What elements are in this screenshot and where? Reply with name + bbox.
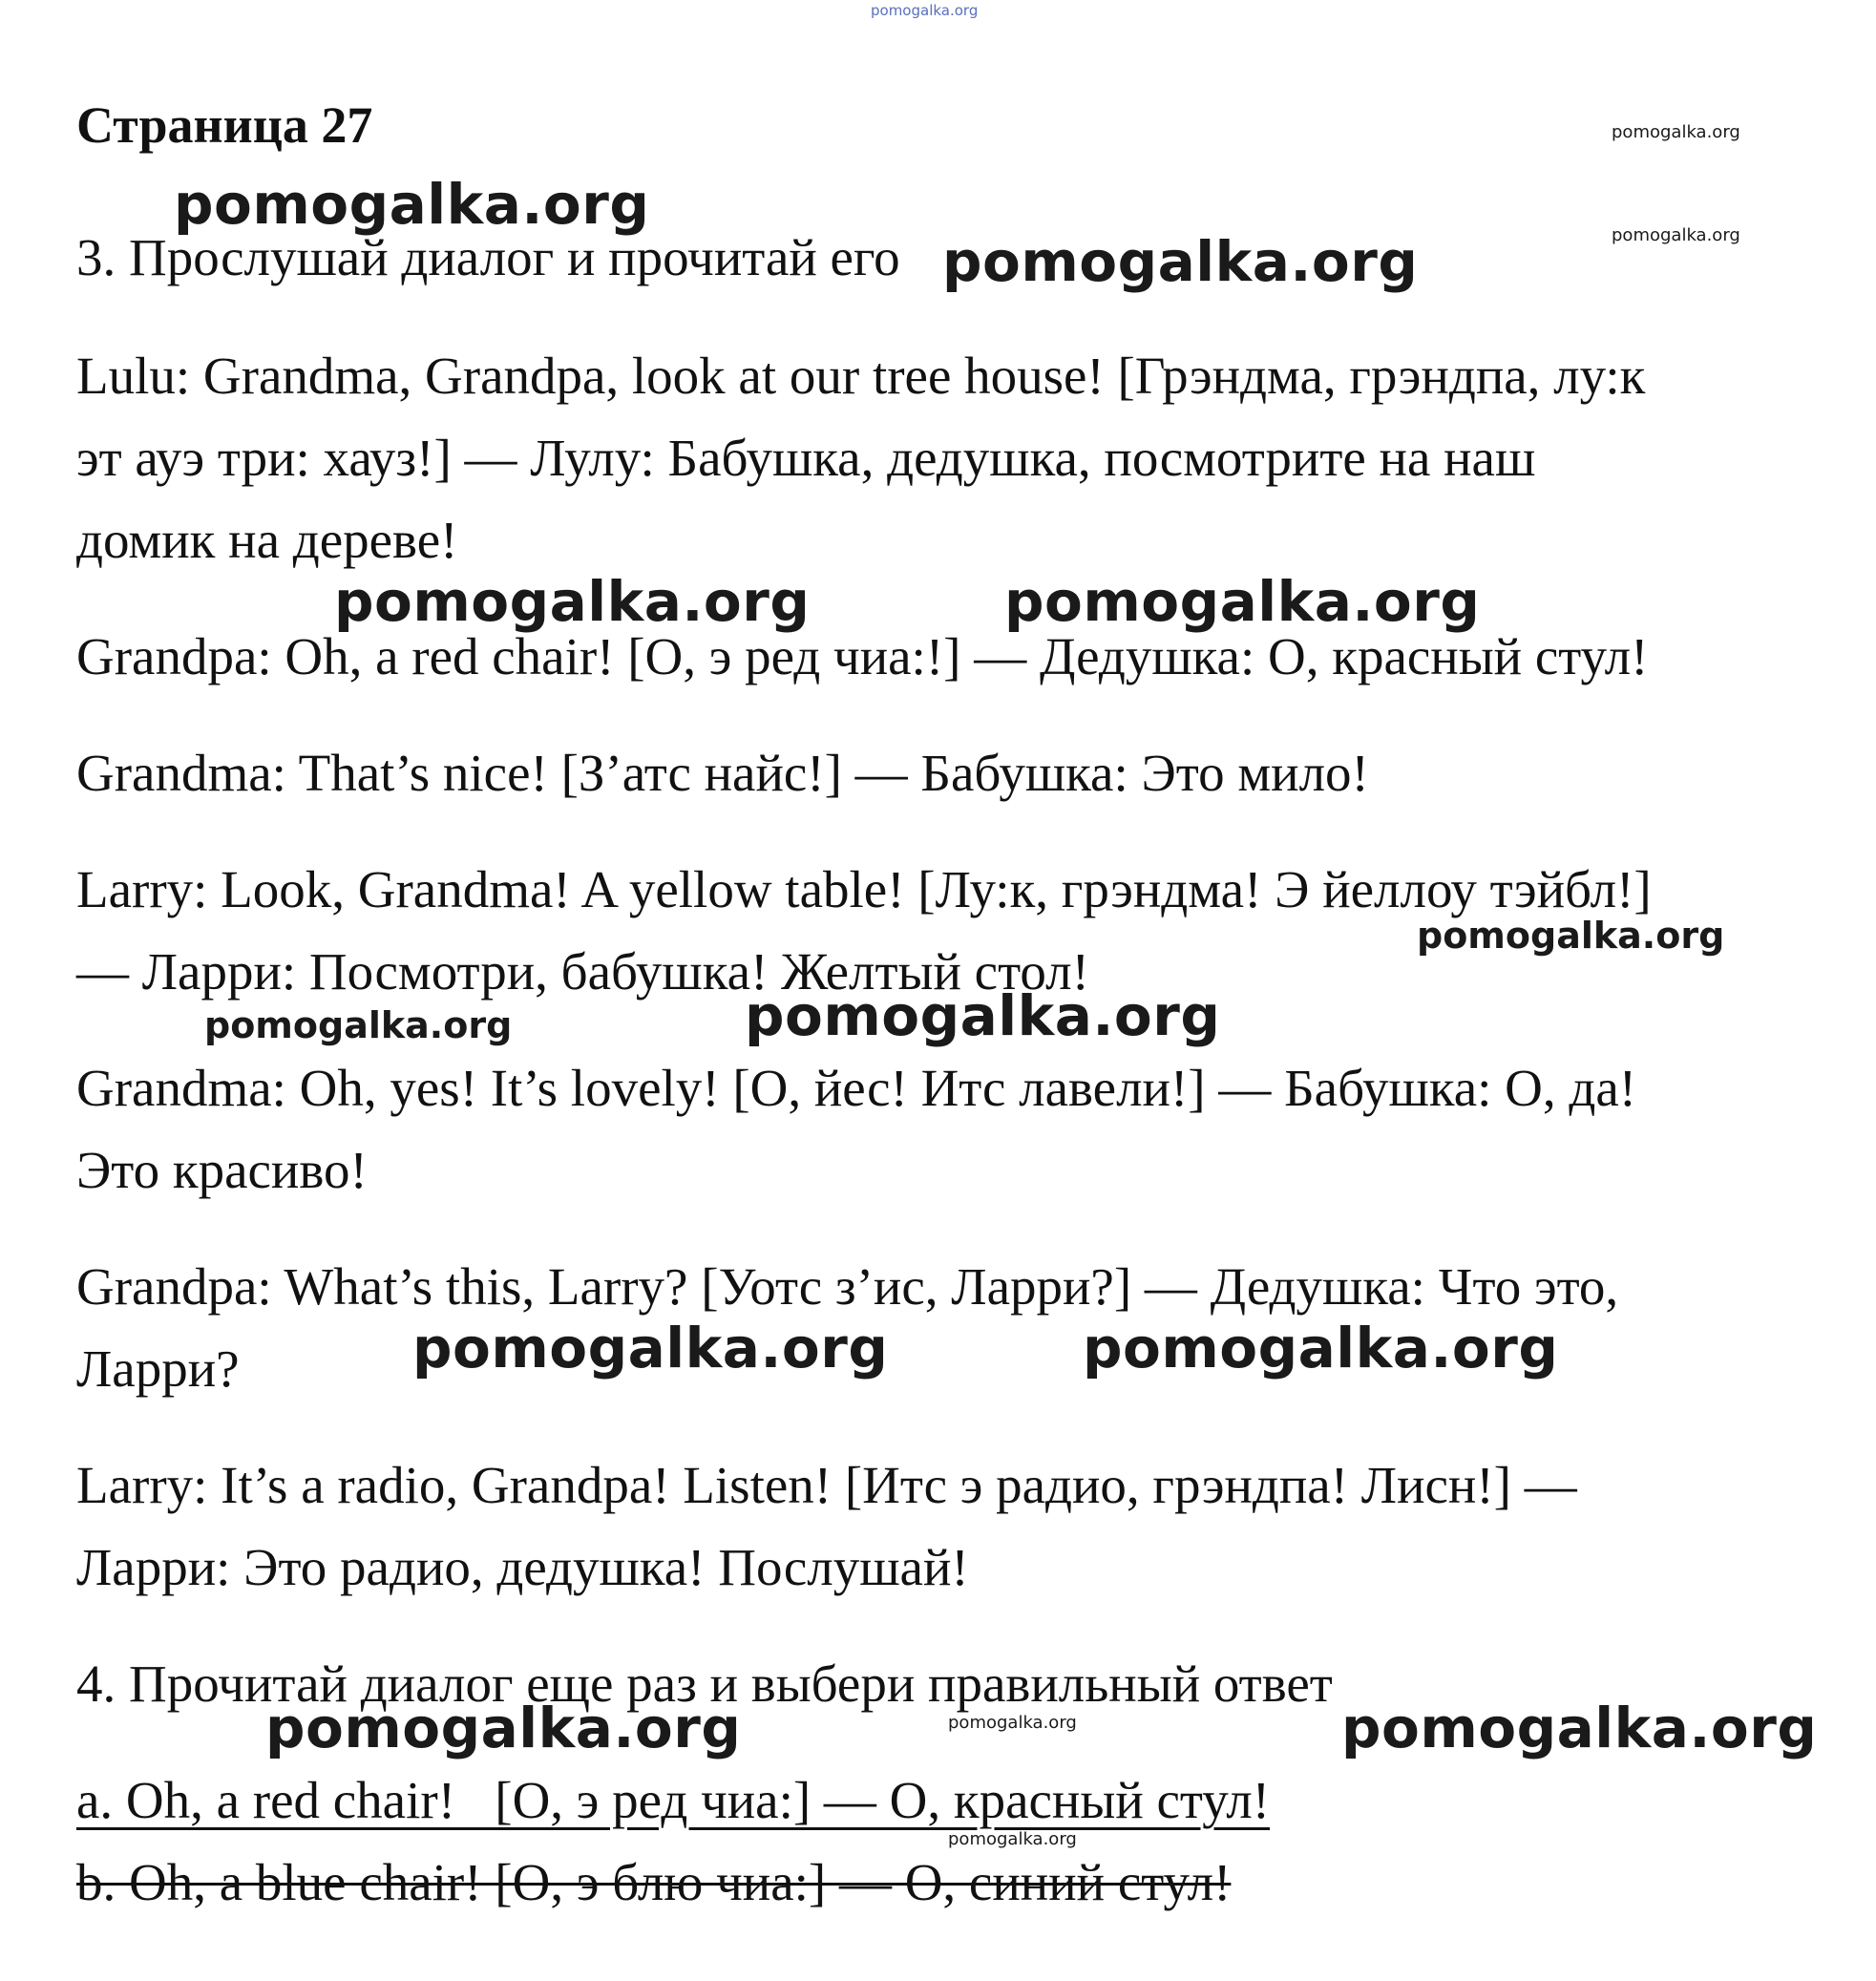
dialog-line: Grandpa: What’s this, Larry? [Уотс з’ис, Ларри?] — Дедушка: Что это, [76, 1257, 1619, 1316]
watermark: pomogalka.org [204, 1004, 513, 1046]
watermark: pomogalka.org [412, 1316, 889, 1380]
watermark: pomogalka.org [334, 569, 811, 634]
exercise3-heading: 3. Прослушай диалог и прочитай его [76, 228, 900, 286]
dialog-line: Grandma: Oh, yes! It’s lovely! [О, йес! Итс лавели!] — Бабушка: О, да! [76, 1059, 1637, 1117]
dialog-line: домик на дереве! [76, 511, 458, 569]
watermark: pomogalka.org [942, 229, 1419, 294]
answer-option-b[interactable]: b. Oh, a blue chair! [О, э блю чиа:] — О, синий стул! [76, 1853, 1232, 1911]
dialog-line: Grandma: That’s nice! [З’атс найс!] — Бабушка: Это мило! [76, 744, 1369, 802]
watermark: pomogalka.org [1004, 569, 1481, 634]
dialog-line: эт ауэ три: хауз!] — Лулу: Бабушка, дедушка, посмотрите на наш [76, 429, 1536, 487]
dialog-line: Lulu: Grandma, Grandpa, look at our tree house! [Грэндма, грэндпа, лу:к [76, 347, 1646, 405]
watermark: pomogalka.org [745, 983, 1221, 1048]
dialog-line: Larry: Look, Grandma! A yellow table! [Лу:к, грэндма! Э йеллоу тэйбл!] [76, 860, 1652, 918]
watermark: pomogalka.org [1341, 1696, 1818, 1760]
dialog-line: — Ларри: Посмотри, бабушка! Желтый стол! [76, 942, 1089, 1001]
exercise4-heading: 4. Прочитай диалог еще раз и выбери правильный ответ [76, 1654, 1333, 1713]
watermark: pomogalka.org [174, 172, 650, 237]
watermark: pomogalka.org [948, 1829, 1077, 1849]
watermark: pomogalka.org [948, 1713, 1077, 1733]
watermark: pomogalka.org [1083, 1316, 1559, 1380]
dialog-line: Это красиво! [76, 1141, 368, 1199]
answer-option-a[interactable]: a. Oh, a red chair! [О, э ред чиа:] — О, красный стул! [76, 1771, 1271, 1829]
watermark: pomogalka.org [1612, 225, 1740, 245]
page-title: Страница 27 [76, 96, 373, 154]
top-watermark: pomogalka.org [871, 2, 979, 19]
dialog-line: Ларри? [76, 1339, 240, 1398]
dialog-line: Larry: It’s a radio, Grandpa! Listen! [Итс э радио, грэндпа! Лисн!] — [76, 1456, 1577, 1514]
dialog-line: Grandpa: Oh, a red chair! [О, э ред чиа:!] — Дедушка: О, красный стул! [76, 627, 1649, 685]
watermark: pomogalka.org [1612, 122, 1740, 142]
dialog-line: Ларри: Это радио, дедушка! Послушай! [76, 1538, 969, 1596]
watermark: pomogalka.org [265, 1696, 742, 1760]
watermark: pomogalka.org [1417, 915, 1725, 957]
